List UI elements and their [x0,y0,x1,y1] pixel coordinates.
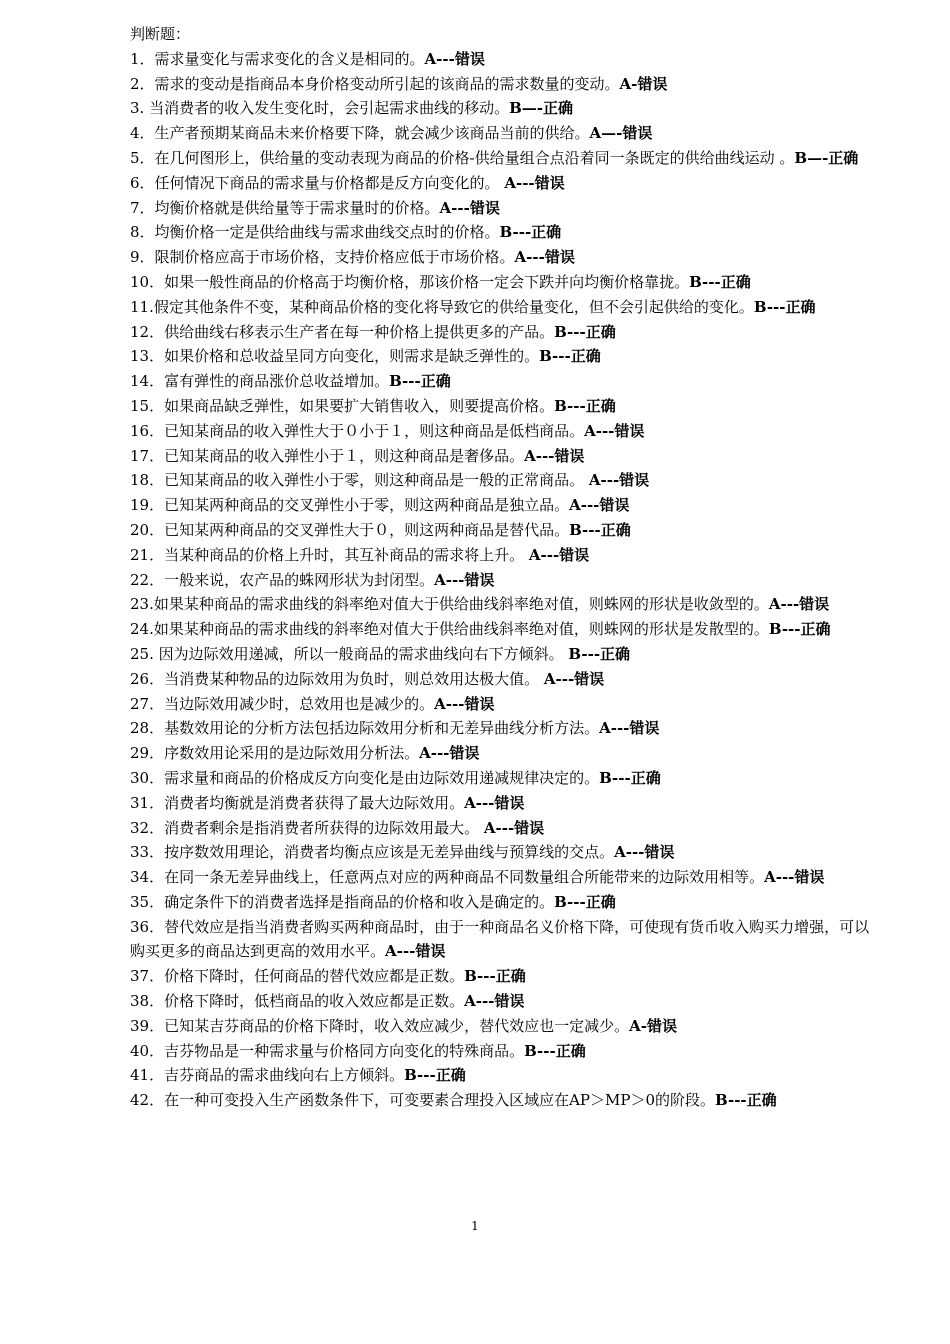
question-text: 25. 因为边际效用递减，所以一般商品的需求曲线向右下方倾斜。 [130,644,569,663]
answer-label: B---正确 [539,347,601,366]
question-text: 36．替代效应是指当消费者购买两种商品时，由于一种商品名义价格下降，可使现有货币收入购买力增强，可以购买更多的商品达到更高的效用水平。 [130,917,870,961]
answer-label: A---错误 [528,545,590,564]
question-text: 9．限制价格应高于市场价格，支持价格应低于市场价格。 [130,248,515,267]
question-item [130,741,882,766]
answer-label: A---错误 [385,942,446,961]
question-text: 35．确定条件下的消费者选择是指商品的价格和收入是确定的。 [130,892,555,911]
answer-label: B---正确 [554,892,616,911]
answer-label: B---正确 [768,620,831,639]
answer-label: A---错误 [464,992,525,1011]
page-number: 1 [471,1219,479,1233]
question-item [130,1063,882,1088]
question-item [130,270,882,295]
question-text: 13．如果价格和总收益呈同方向变化，则需求是缺乏弹性的。 [130,347,540,366]
question-item [130,72,882,97]
answer-label: A---错误 [419,744,480,763]
answer-label: A---错误 [424,49,485,68]
question-text: 32．消费者剩余是指消费者所获得的边际效用最大。 [130,818,484,837]
question-text: 40．吉芬物品是一种需求量与价格同方向变化的特殊商品。 [130,1041,525,1060]
answer-label: A---错误 [588,471,650,490]
question-list [130,47,882,1113]
answer-label: A---错误 [764,868,825,887]
question-text: 12．供给曲线右移表示生产者在每一种价格上提供更多的产品。 [130,322,555,341]
question-text: 14．富有弹性的商品涨价总收益增加。 [130,372,390,391]
question-item [130,617,882,642]
question-item [130,245,882,270]
question-item [130,196,882,221]
question-item [130,47,882,72]
question-text: 41．吉芬商品的需求曲线向右上方倾斜。 [130,1066,405,1085]
answer-label: A-错误 [629,1016,677,1035]
question-text: 20．已知某两种商品的交叉弹性大于０，则这两种商品是替代品。 [130,520,570,539]
question-text: 38．价格下降时，低档商品的收入效应都是正数。 [130,992,465,1011]
question-item [130,419,882,444]
question-text: 17．已知某商品的收入弹性小于１，则这种商品是奢侈品。 [130,446,525,465]
question-item [130,964,882,989]
question-text: 22．一般来说，农产品的蛛网形状为封闭型。 [130,570,435,589]
question-text: 5．在几何图形上，供给量的变动表现为商品的价格-供给量组合点沿着同一条既定的供给曲线运动 。 [130,148,795,167]
question-item [130,816,882,841]
question-item [130,592,882,617]
question-item [130,96,882,121]
question-item [130,171,882,196]
answer-label: A—-错误 [589,124,653,143]
section-heading: 判断题： [130,25,191,43]
answer-label: A---错误 [439,198,500,217]
question-text: 7．均衡价格就是供给量等于需求量时的价格。 [130,198,440,217]
question-text: 10．如果一般性商品的价格高于均衡价格，那该价格一定会下跌并向均衡价格靠拢。 [130,272,690,291]
question-text: 6．任何情况下商品的需求量与价格都是反方向变化的。 [130,173,505,192]
question-text: 2．需求的变动是指商品本身价格变动所引起的该商品的需求数量的变动。 [130,74,620,93]
answer-label: B---正确 [389,372,451,391]
answer-label: A-错误 [619,74,668,93]
question-text: 3. 当消费者的收入发生变化时，会引起需求曲线的移动。 [130,99,510,118]
question-item [130,444,882,469]
question-item [130,493,882,518]
answer-label: A---错误 [599,719,660,738]
document-body [130,22,882,1113]
question-item [130,840,882,865]
answer-label: B---正确 [689,272,751,291]
answer-label: B---正确 [715,1091,777,1110]
answer-label: B---正确 [554,396,616,415]
question-item [130,394,882,419]
answer-label: B---正确 [464,967,526,986]
question-text: 19．已知某两种商品的交叉弹性小于零，则这两种商品是独立品。 [130,496,570,515]
question-item [130,468,882,493]
answer-label: A---错误 [504,173,565,192]
answer-label: B---正确 [404,1066,466,1085]
answer-label: A---错误 [514,248,575,267]
question-item [130,1088,882,1113]
question-text: 11.假定其他条件不变，某种商品价格的变化将导致它的供给量变化，但不会引起供给的变化。 [130,297,754,316]
question-item [130,1014,882,1039]
answer-label: B---正确 [524,1041,586,1060]
answer-label: A---错误 [584,421,645,440]
answer-label: A---错误 [434,570,495,589]
question-text: 8．均衡价格一定是供给曲线与需求曲线交点时的价格。 [130,223,500,242]
question-text: 1．需求量变化与需求变化的含义是相同的。 [130,49,425,68]
question-text: 18．已知某商品的收入弹性小于零，则这种商品是一般的正常商品。 [130,471,589,490]
question-item [130,220,882,245]
answer-label: A---错误 [543,669,605,688]
answer-label: A---错误 [614,843,675,862]
question-item [130,1039,882,1064]
question-item [130,865,882,890]
question-text: 28．基数效用论的分析方法包括边际效用分析和无差异曲线分析方法。 [130,719,600,738]
answer-label: B---正确 [554,322,616,341]
question-text: 30．需求量和商品的价格成反方向变化是由边际效用递减规律决定的。 [130,768,600,787]
question-text: 26．当消费某种物品的边际效用为负时，则总效用达极大值。 [130,669,544,688]
answer-label: A---错误 [768,595,830,614]
answer-label: A---错误 [569,496,630,515]
answer-label: B---正确 [499,223,562,242]
question-text: 42．在一种可变投入生产函数条件下，可变要素合理投入区域应在AP＞MP＞0的阶段。 [130,1091,716,1110]
question-item [130,121,882,146]
question-text: 15．如果商品缺乏弹性，如果要扩大销售收入，则要提高价格。 [130,396,555,415]
question-item [130,518,882,543]
question-text: 29．序数效用论采用的是边际效用分析法。 [130,744,420,763]
answer-label: B---正确 [753,297,816,316]
question-text: 39．已知某吉芬商品的价格下降时，收入效应减少，替代效应也一定减少。 [130,1016,630,1035]
question-item [130,766,882,791]
question-item [130,320,882,345]
question-item [130,295,882,320]
answer-label: A---错误 [464,793,525,812]
question-text: 23.如果某种商品的需求曲线的斜率绝对值大于供给曲线斜率绝对值，则蛛网的形状是收敛型的。 [130,595,769,614]
answer-label: B—-正确 [509,99,573,118]
question-text: 37．价格下降时，任何商品的替代效应都是正数。 [130,967,465,986]
question-item [130,716,882,741]
question-item [130,915,882,965]
answer-label: B---正确 [568,644,631,663]
answer-label: B—-正确 [794,148,859,167]
question-text: 31．消费者均衡就是消费者获得了最大边际效用。 [130,793,465,812]
answer-label: A---错误 [434,694,495,713]
question-item [130,989,882,1014]
question-item [130,344,882,369]
question-item [130,642,882,667]
answer-label: A---错误 [524,446,585,465]
question-text: 24.如果某种商品的需求曲线的斜率绝对值大于供给曲线斜率绝对值，则蛛网的形状是发散型的。 [130,620,769,639]
question-text: 27．当边际效用减少时，总效用也是减少的。 [130,694,435,713]
question-text: 33．按序数效用理论，消费者均衡点应该是无差异曲线与预算线的交点。 [130,843,615,862]
question-item [130,146,882,171]
question-text: 16．已知某商品的收入弹性大于０小于１，则这种商品是低档商品。 [130,421,585,440]
answer-label: B---正确 [599,768,661,787]
question-item [130,667,882,692]
answer-label: A---错误 [483,818,545,837]
answer-label: B---正确 [569,520,631,539]
question-text: 34．在同一条无差异曲线上，任意两点对应的两种商品不同数量组合所能带来的边际效用相等。 [130,868,765,887]
question-item [130,369,882,394]
question-item [130,568,882,593]
question-item [130,791,882,816]
question-text: 21．当某种商品的价格上升时，其互补商品的需求将上升。 [130,545,529,564]
question-item [130,692,882,717]
question-text: 4．生产者预期某商品未来价格要下降，就会减少该商品当前的供给。 [130,124,590,143]
question-item [130,543,882,568]
question-item [130,890,882,915]
